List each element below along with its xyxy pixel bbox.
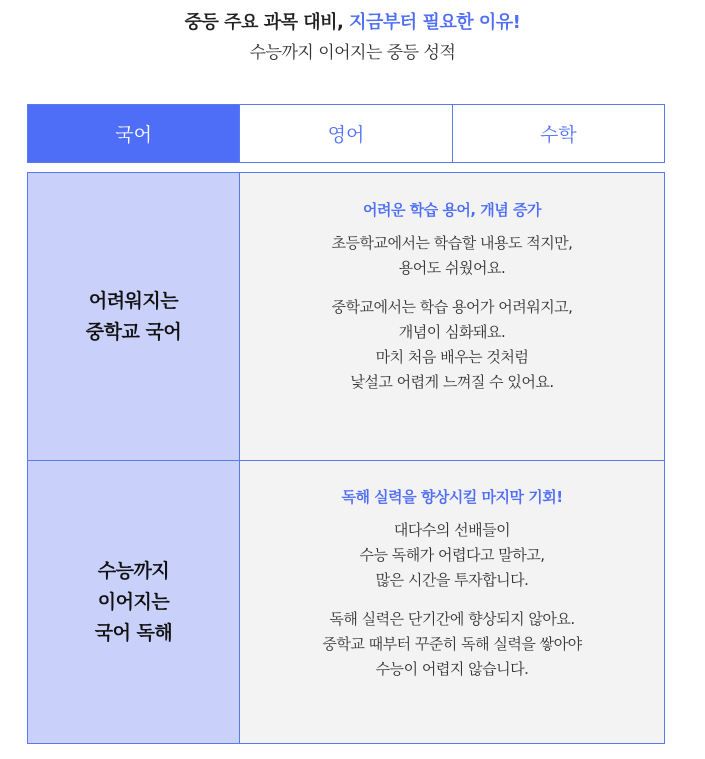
row-label-line: 국어 독해	[94, 621, 173, 644]
row-highlight: 어려운 학습 용어, 개념 증가	[363, 201, 541, 219]
title-accent: 지금부터 필요한 이유!	[349, 12, 521, 33]
row-label-line: 중학교 국어	[85, 320, 182, 343]
tab-math[interactable]: 수학	[452, 105, 664, 162]
paragraph-line: 많은 시간을 투자합니다.	[375, 571, 529, 589]
tab-english[interactable]: 영어	[239, 105, 451, 162]
row-paragraph	[240, 231, 664, 281]
info-table	[27, 172, 665, 744]
paragraph-line: 수능 독해가 어렵다고 말하고,	[359, 546, 545, 564]
row-highlight: 독해 실력을 향상시킬 마지막 기회!	[341, 488, 563, 506]
paragraph-line: 낯설고 어렵게 느껴질 수 있어요.	[350, 373, 554, 391]
page-header	[0, 0, 705, 66]
row-label-line: 이어지는	[97, 590, 170, 613]
row-label-line: 수능까지	[97, 559, 170, 582]
tab-korean[interactable]: 국어	[28, 105, 239, 162]
paragraph-line: 대다수의 선배들이	[393, 521, 511, 539]
row-paragraph	[240, 607, 664, 682]
paragraph-line: 중학교에서는 학습 용어가 어려워지고,	[331, 298, 573, 316]
paragraph-line: 초등학교에서는 학습할 내용도 적지만,	[331, 234, 573, 252]
paragraph-line: 마치 처음 배우는 것처럼	[375, 348, 529, 366]
paragraph-line: 중학교 때부터 꾸준히 독해 실력을 쌓아야	[322, 635, 582, 653]
row-content	[240, 173, 664, 460]
row-paragraph	[240, 295, 664, 395]
table-row	[28, 173, 664, 460]
page-title	[0, 10, 705, 36]
title-main: 중등 주요 과목 대비,	[184, 12, 350, 33]
row-label	[28, 461, 240, 743]
row-paragraph	[240, 518, 664, 593]
subject-tabs	[27, 104, 665, 163]
row-label-line: 어려워지는	[88, 289, 179, 312]
paragraph-line: 용어도 쉬웠어요.	[398, 259, 506, 277]
paragraph-line: 수능이 어렵지 않습니다.	[375, 660, 529, 678]
paragraph-line: 독해 실력은 단기간에 향상되지 않아요.	[329, 610, 575, 628]
row-label	[28, 173, 240, 460]
row-content	[240, 461, 664, 743]
table-row	[28, 460, 664, 743]
paragraph-line: 개념이 심화돼요.	[398, 323, 506, 341]
page-subtitle: 수능까지 이어지는 중등 성적	[249, 43, 456, 63]
